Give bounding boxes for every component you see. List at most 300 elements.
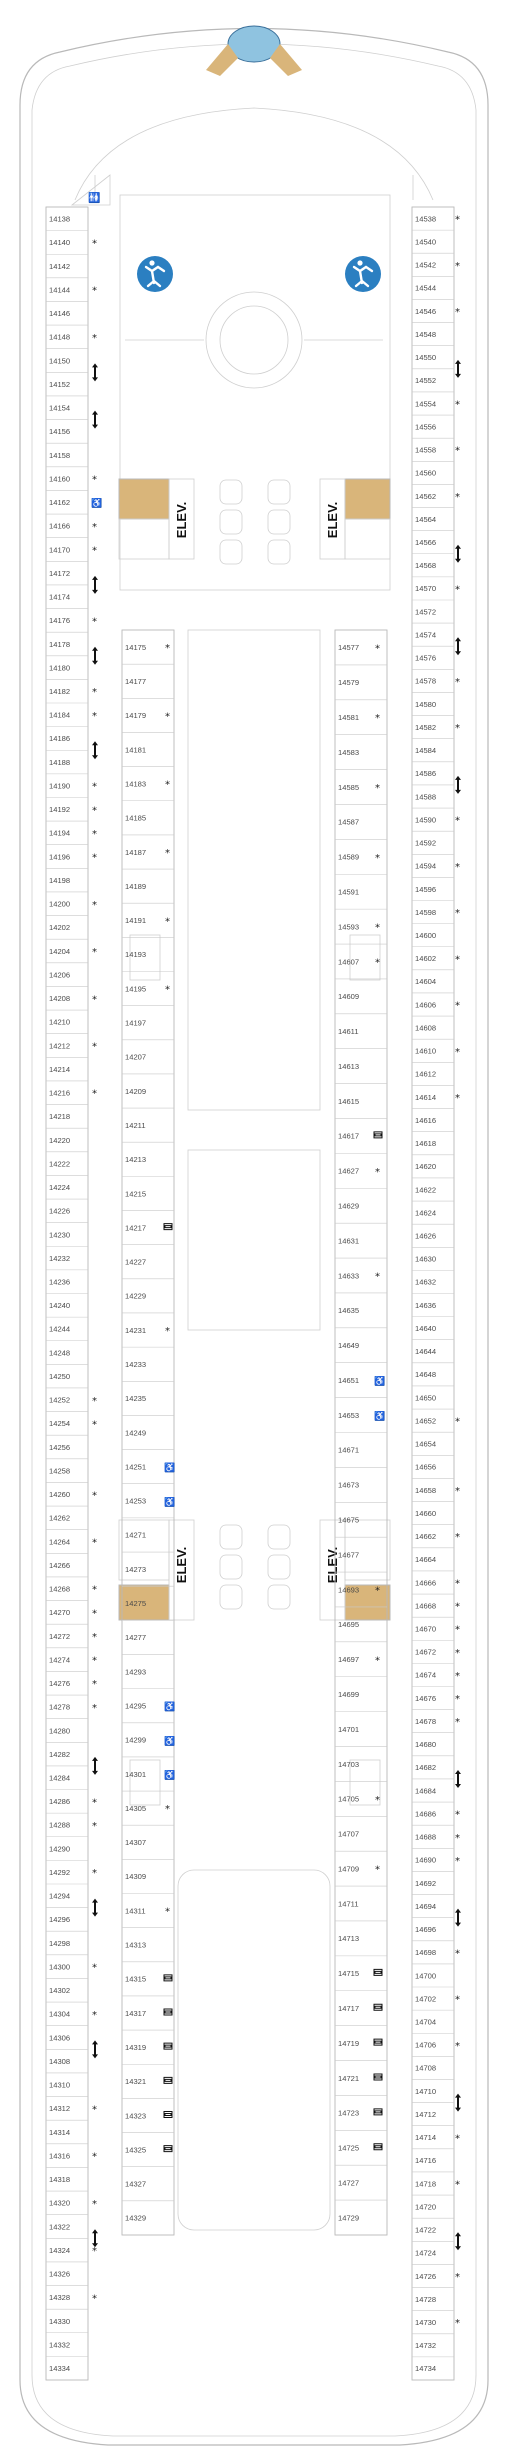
cabin[interactable] (46, 1931, 88, 1948)
cabin[interactable] (46, 2073, 88, 2090)
cabin[interactable] (335, 2200, 387, 2222)
cabin[interactable] (46, 1317, 88, 1334)
cabin-number: 14213 (125, 1155, 147, 1165)
cabin[interactable] (412, 646, 454, 662)
cabin[interactable] (412, 508, 454, 524)
cabin[interactable] (122, 1962, 174, 1984)
cabin[interactable] (412, 1571, 460, 1590)
cabin[interactable] (335, 1956, 387, 1978)
cabin[interactable] (122, 1279, 174, 1301)
cabin[interactable] (335, 1328, 387, 1350)
cabin[interactable] (412, 600, 454, 616)
connecting-cabin-marker: * (92, 2293, 97, 2305)
cabin[interactable] (335, 2095, 387, 2117)
cabin[interactable] (412, 2311, 460, 2330)
sofa-bed-icon (374, 2004, 382, 2010)
cabin[interactable] (412, 1478, 460, 1497)
cabin[interactable] (122, 1415, 174, 1437)
cabin[interactable] (412, 1594, 460, 1613)
connecting-cabin-marker: * (455, 399, 460, 411)
cabin[interactable] (412, 2357, 454, 2373)
cabin[interactable] (412, 1733, 454, 1749)
cabin[interactable] (412, 1802, 460, 1821)
cabin[interactable] (122, 869, 174, 891)
cabin[interactable] (46, 2309, 88, 2326)
cabin[interactable] (46, 2120, 88, 2137)
cabin[interactable] (412, 2033, 460, 2052)
cabin[interactable] (335, 665, 387, 687)
cabin[interactable] (46, 1152, 88, 1169)
cabin[interactable] (122, 1552, 174, 1574)
cabin[interactable] (46, 845, 97, 864)
cabin[interactable] (335, 2165, 387, 2187)
cabin[interactable] (412, 947, 460, 966)
cabin-number: 14680 (415, 1740, 437, 1750)
cabin[interactable] (46, 1978, 88, 1995)
cabin[interactable] (412, 1964, 454, 1980)
cabin[interactable] (46, 1790, 97, 1809)
cabin[interactable] (122, 801, 174, 823)
cabin[interactable] (412, 1062, 454, 1078)
cabin[interactable] (412, 1432, 454, 1448)
connecting-cabin-marker: * (455, 1647, 460, 1659)
cabin[interactable] (46, 1175, 88, 1192)
cabin[interactable] (49, 215, 70, 224)
cabin[interactable] (46, 1128, 88, 1145)
cabin[interactable] (412, 2264, 460, 2283)
cabin[interactable] (335, 1153, 387, 1177)
cabin[interactable] (335, 1049, 387, 1071)
cabin[interactable] (412, 2241, 454, 2257)
cabin[interactable] (412, 1016, 454, 1032)
cabin[interactable] (335, 1886, 387, 1908)
cabin-number: 14609 (338, 992, 360, 1002)
cabin[interactable] (46, 1860, 97, 1879)
cabin-number: 14231 (125, 1325, 147, 1335)
cabin-number: 14273 (125, 1564, 147, 1574)
cabin[interactable] (46, 1648, 97, 1667)
cabin[interactable] (46, 1010, 88, 1027)
connecting-door-icon (455, 545, 461, 563)
cabin[interactable] (122, 2064, 174, 2086)
cabin[interactable] (335, 1781, 387, 1805)
cabin[interactable] (412, 2010, 454, 2026)
cabin[interactable] (46, 2144, 97, 2163)
cabin[interactable] (338, 643, 380, 654)
cabin[interactable] (412, 1155, 454, 1171)
cabin-number: 14144 (49, 285, 71, 295)
cabin[interactable] (122, 2201, 174, 2223)
cabin[interactable] (46, 703, 97, 722)
cabin[interactable] (46, 490, 102, 508)
cabin[interactable] (46, 868, 88, 885)
cabin[interactable] (335, 1433, 387, 1455)
cabin[interactable] (412, 1409, 460, 1428)
cabin[interactable] (412, 669, 460, 688)
cabin[interactable] (122, 767, 174, 791)
cabin[interactable] (46, 2002, 97, 2021)
cabin[interactable] (46, 916, 88, 933)
cabin[interactable] (412, 739, 454, 755)
cabin[interactable] (412, 1617, 460, 1636)
cabin[interactable] (122, 1006, 174, 1028)
cabin[interactable] (412, 2126, 460, 2145)
connecting-door-icon (92, 363, 98, 381)
cabin[interactable] (122, 903, 174, 927)
cabin[interactable] (412, 369, 454, 385)
cabin[interactable] (46, 1955, 97, 1974)
cabin[interactable] (46, 1671, 97, 1690)
cabin[interactable] (335, 1642, 387, 1666)
cabin[interactable] (46, 963, 88, 980)
cabin[interactable] (412, 2149, 454, 2165)
cabin[interactable] (335, 839, 387, 863)
cabin[interactable] (46, 372, 88, 389)
cabin[interactable] (335, 770, 387, 794)
cabin[interactable] (412, 1871, 454, 1887)
cabin-number: 14560 (415, 468, 437, 478)
cabin[interactable] (335, 1747, 387, 1769)
cabin-number: 14602 (415, 954, 437, 964)
cabin[interactable] (412, 323, 454, 339)
cabin[interactable] (122, 1928, 174, 1950)
cabin[interactable] (412, 253, 460, 272)
cabin[interactable] (46, 1294, 88, 1311)
cabin[interactable] (46, 1482, 97, 1501)
cabin[interactable] (412, 1178, 454, 1194)
cabin[interactable] (412, 2056, 454, 2072)
cabin[interactable] (412, 692, 454, 708)
cabin[interactable] (412, 1779, 454, 1795)
cabin[interactable] (122, 2030, 174, 2052)
cabin[interactable] (412, 1848, 460, 1867)
cabin[interactable] (46, 1813, 97, 1832)
cabin[interactable] (46, 892, 97, 911)
cabin[interactable] (335, 1293, 387, 1315)
cabin[interactable] (46, 561, 98, 594)
cabin[interactable] (412, 924, 454, 940)
cabin[interactable] (122, 1245, 174, 1267)
cabin-number: 14156 (49, 427, 71, 437)
cabin[interactable] (335, 804, 387, 826)
cabin[interactable] (46, 609, 97, 628)
cabin[interactable] (46, 325, 97, 344)
cabin[interactable] (412, 970, 454, 986)
cabin[interactable] (412, 1386, 454, 1402)
cabin[interactable] (335, 2026, 387, 2048)
cabin[interactable] (122, 1620, 174, 1642)
cabin[interactable] (46, 1601, 97, 1620)
cabin[interactable] (46, 1388, 97, 1407)
cabin[interactable] (335, 1816, 387, 1838)
cabin[interactable] (335, 2061, 387, 2083)
cabin[interactable] (412, 2103, 454, 2119)
cabin[interactable] (412, 901, 460, 920)
cabin[interactable] (412, 1247, 454, 1263)
cabin[interactable] (46, 585, 88, 602)
cabin[interactable] (122, 1894, 174, 1918)
cabin[interactable] (122, 2098, 174, 2120)
cabin[interactable] (46, 1742, 98, 1775)
cabin[interactable] (46, 679, 97, 698)
cabin-number: 14700 (415, 1971, 437, 1981)
cabin[interactable] (412, 392, 460, 411)
cabin[interactable] (412, 1525, 460, 1544)
cabin[interactable] (412, 461, 454, 477)
cabin[interactable] (122, 1825, 174, 1847)
cabin[interactable] (122, 1211, 174, 1233)
cabin[interactable] (412, 554, 454, 570)
cabin[interactable] (122, 1450, 175, 1473)
cabin[interactable] (46, 1459, 88, 1476)
cabin[interactable] (335, 1991, 387, 2013)
cabin[interactable] (122, 664, 174, 686)
cabin[interactable] (46, 821, 97, 840)
cabin[interactable] (46, 1435, 88, 1452)
cabin[interactable] (335, 2130, 387, 2152)
cabin[interactable] (46, 1270, 88, 1287)
cabin[interactable] (122, 1176, 174, 1198)
cabin[interactable] (46, 467, 97, 486)
cabin[interactable] (335, 700, 387, 724)
cabin[interactable] (335, 735, 387, 757)
cabin-number: 14550 (415, 353, 437, 363)
cabin[interactable] (412, 1317, 454, 1333)
cabin[interactable] (46, 1530, 97, 1549)
cabin[interactable] (46, 538, 97, 557)
cabin[interactable] (335, 1921, 387, 1943)
cabin[interactable] (46, 1223, 88, 1240)
cabin-number: 14294 (49, 1891, 71, 1901)
cabin[interactable] (412, 484, 460, 503)
cabin[interactable] (412, 1201, 454, 1217)
cabin[interactable] (412, 877, 454, 893)
cabin[interactable] (46, 986, 97, 1005)
cabin[interactable] (412, 854, 460, 873)
cabin[interactable] (122, 835, 174, 859)
cabin-number: 14670 (415, 1624, 437, 1634)
cabin[interactable] (122, 698, 174, 722)
cabin[interactable] (122, 1108, 174, 1130)
cabin[interactable] (46, 396, 98, 429)
cabin[interactable] (412, 1710, 460, 1729)
cabin[interactable] (46, 2238, 97, 2257)
cabin[interactable] (46, 2215, 98, 2248)
cabin[interactable] (46, 727, 98, 760)
cabin[interactable] (122, 2133, 174, 2155)
cabin[interactable] (412, 438, 460, 457)
cabin[interactable] (46, 349, 98, 382)
bow-deck (75, 108, 433, 200)
cabin[interactable] (122, 1859, 174, 1881)
cabin[interactable] (412, 785, 454, 801)
cabin[interactable] (412, 276, 454, 292)
cabin[interactable] (412, 1224, 454, 1240)
cabin[interactable] (412, 2288, 454, 2304)
cabin[interactable] (412, 1987, 460, 2006)
cabin[interactable] (335, 1118, 387, 1140)
cabin[interactable] (46, 1341, 88, 1358)
sofa-bed-icon (164, 1975, 172, 1981)
cabin[interactable] (412, 831, 454, 847)
cabin[interactable] (335, 909, 387, 933)
cabin[interactable] (412, 1663, 460, 1682)
cabin[interactable] (412, 1941, 460, 1960)
cabin[interactable] (412, 1640, 460, 1659)
cabin[interactable] (46, 1081, 97, 1100)
cabin[interactable] (46, 443, 88, 460)
cabin[interactable] (412, 716, 460, 735)
sofa-bed-icon (374, 2074, 382, 2080)
cabin[interactable] (335, 979, 387, 1001)
cabin[interactable] (46, 1577, 97, 1596)
cabin[interactable] (122, 1518, 174, 1540)
cabin[interactable] (412, 1686, 460, 1705)
cabin[interactable] (46, 1364, 88, 1381)
cabin[interactable] (46, 1105, 88, 1122)
cabin[interactable] (122, 732, 174, 754)
cabin[interactable] (46, 420, 88, 437)
connecting-cabin-marker: * (92, 332, 97, 344)
cabin[interactable] (46, 1246, 88, 1263)
cabin[interactable] (46, 750, 88, 767)
cabin[interactable] (335, 874, 387, 896)
cabin[interactable] (122, 1689, 175, 1712)
cabin[interactable] (125, 643, 170, 654)
cabin[interactable] (335, 1467, 387, 1489)
cabin[interactable] (412, 2195, 454, 2211)
cabin[interactable] (46, 1766, 88, 1783)
cabin[interactable] (122, 1142, 174, 1164)
cabin[interactable] (412, 2172, 460, 2191)
cabin[interactable] (122, 1654, 174, 1676)
cabin[interactable] (412, 993, 460, 1012)
cabin[interactable] (46, 1034, 97, 1053)
cabin[interactable] (46, 2333, 88, 2350)
cabin-number: 14329 (125, 2213, 147, 2223)
cabin[interactable] (335, 1084, 387, 1106)
cabin[interactable] (122, 1723, 175, 1746)
cabin[interactable] (46, 2356, 88, 2373)
cabin[interactable] (46, 1695, 97, 1714)
cabin-number: 14186 (49, 734, 71, 744)
cabin[interactable] (335, 1677, 387, 1699)
cabin[interactable] (412, 1039, 460, 1058)
cabin[interactable] (335, 1363, 387, 1386)
cabin[interactable] (335, 1712, 387, 1734)
cabin[interactable] (46, 2026, 98, 2059)
cabin[interactable] (412, 1085, 460, 1104)
cabin[interactable] (412, 808, 460, 827)
cabin[interactable] (335, 1223, 387, 1245)
cabin[interactable] (412, 1502, 454, 1518)
cabin[interactable] (46, 2262, 88, 2279)
cabin-number: 14624 (415, 1208, 437, 1218)
cabin[interactable] (46, 2167, 88, 2184)
cabin[interactable] (122, 1074, 174, 1096)
cabin[interactable] (335, 944, 387, 968)
cabin[interactable] (46, 774, 97, 793)
cabin[interactable] (122, 1313, 174, 1337)
cabin[interactable] (412, 1270, 454, 1286)
cabin[interactable] (122, 2167, 174, 2189)
cabin[interactable] (412, 230, 454, 246)
cabin[interactable] (412, 1294, 454, 1310)
cabin-number: 14300 (49, 1962, 71, 1972)
sofa-bed-icon (164, 2043, 172, 2049)
cabin[interactable] (46, 2097, 97, 2116)
cabin[interactable] (46, 1412, 97, 1431)
cabin[interactable] (46, 1553, 88, 1570)
cabin[interactable] (46, 1837, 88, 1854)
cabin[interactable] (412, 1109, 454, 1125)
cabin[interactable] (46, 2286, 97, 2305)
cabin[interactable] (412, 299, 460, 318)
cabin[interactable] (412, 1132, 454, 1148)
cabin[interactable] (415, 214, 460, 225)
cabin[interactable] (335, 1014, 387, 1036)
connecting-cabin-marker: * (455, 723, 460, 735)
cabin[interactable] (46, 1506, 88, 1523)
cabin-number: 14202 (49, 923, 71, 933)
cabin[interactable] (335, 1188, 387, 1210)
cabin[interactable] (122, 1381, 174, 1403)
cabin[interactable] (122, 1040, 174, 1062)
cabin[interactable] (335, 1398, 387, 1421)
cabin[interactable] (46, 656, 88, 673)
cabin[interactable] (335, 1258, 387, 1282)
cabin[interactable] (46, 514, 97, 533)
cabin[interactable] (335, 1851, 387, 1875)
port-inner-cabins (122, 630, 175, 2235)
cabin[interactable] (46, 1908, 88, 1925)
cabin[interactable] (122, 1484, 175, 1507)
cabin[interactable] (46, 231, 97, 250)
cabin[interactable] (46, 1199, 88, 1216)
cabin[interactable] (46, 1719, 88, 1736)
cabin[interactable] (412, 1455, 454, 1471)
cabin[interactable] (46, 254, 88, 271)
cabin[interactable] (412, 1340, 454, 1356)
cabin[interactable] (412, 415, 454, 431)
cabin[interactable] (46, 1884, 98, 1917)
cabin[interactable] (46, 278, 97, 297)
cabin[interactable] (46, 797, 97, 816)
cabin[interactable] (122, 1347, 174, 1369)
cabin[interactable] (46, 939, 97, 958)
cabin[interactable] (412, 577, 460, 596)
cabin[interactable] (335, 1537, 387, 1559)
cabin[interactable] (412, 1918, 454, 1934)
cabin[interactable] (46, 2049, 88, 2066)
cabin[interactable] (46, 1624, 97, 1643)
cabin[interactable] (46, 1057, 88, 1074)
cabin[interactable] (46, 301, 88, 318)
cabin[interactable] (412, 1363, 454, 1379)
connecting-cabin-marker: * (455, 1046, 460, 1058)
cabin[interactable] (412, 1825, 460, 1844)
cabin[interactable] (412, 2334, 454, 2350)
cabin-number: 14688 (415, 1832, 437, 1842)
cabin-number: 14274 (49, 1655, 71, 1665)
cabin[interactable] (335, 1502, 387, 1524)
cabin[interactable] (122, 1996, 174, 2018)
cabin-number: 14677 (338, 1550, 360, 1560)
cabin[interactable] (412, 1548, 454, 1564)
cabin[interactable] (46, 632, 98, 665)
cabin[interactable] (46, 2191, 97, 2210)
connecting-cabin-marker: * (455, 1694, 460, 1706)
